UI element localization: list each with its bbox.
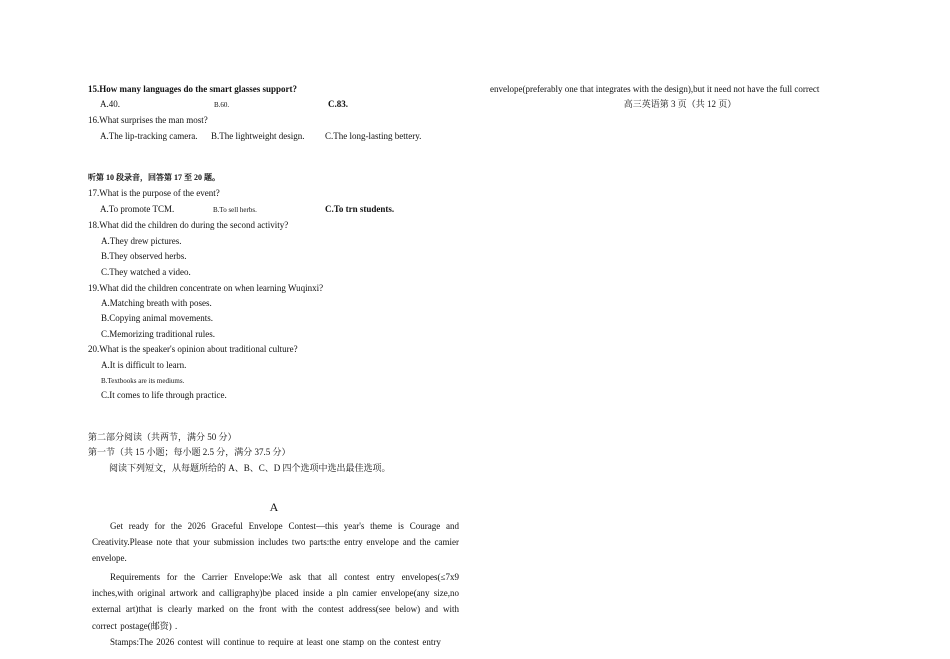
option-b: B.To sell herbs. <box>213 206 257 214</box>
option-b: B.60. <box>214 101 230 109</box>
question-16-options <box>100 130 460 142</box>
page-footer: 高三英语第 3 页（共 12 页） <box>623 99 737 109</box>
option-c: C.83. <box>328 99 348 109</box>
option-a: A.To promote TCM. <box>100 204 175 214</box>
option-a: A.The lip-tracking camera. <box>100 131 198 141</box>
option-b: B.The lightweight design. <box>211 131 305 141</box>
option-a: A.It is difficult to learn. <box>101 360 187 370</box>
option-c: C.Memorizing traditional rules. <box>101 329 215 339</box>
option-c: C.To trn students. <box>325 204 395 214</box>
option-c: C.The long-lasting bettery. <box>325 131 422 141</box>
part-title: 第二部分阅读（共两节，满分 50 分） <box>88 432 237 442</box>
option-b: B.Copying animal movements. <box>101 313 213 323</box>
option-c: C.They watched a video. <box>101 267 191 277</box>
passage-paragraph-3: Stamps:The 2026 contest will continue to require at least one stamp on the contest entry <box>110 637 441 647</box>
question-16: 16.What surprises the man most? <box>88 115 208 125</box>
option-a: A.They drew pictures. <box>101 236 182 246</box>
option-c: C.It comes to life through practice. <box>101 390 227 400</box>
question-20: 20.What is the speaker's opinion about traditional culture? <box>88 344 298 354</box>
question-19: 19.What did the children concentrate on when learning Wuqinxi? <box>88 283 324 293</box>
question-15: 15.How many languages do the smart glasses support? <box>88 84 298 94</box>
continued-text: envelope(preferably one that integrates with the design),but it need not have the full correct <box>490 84 820 94</box>
instruction: 阅读下列短文，从每题所给的 A、B、C、D 四个选项中选出最佳选项。 <box>109 463 391 473</box>
question-17: 17.What is the purpose of the event? <box>88 188 220 198</box>
option-a: A.Matching breath with poses. <box>101 298 212 308</box>
option-a: A.40. <box>100 99 120 109</box>
section-title: 第一节（共 15 小题；每小题 2.5 分，满分 37.5 分） <box>88 447 291 457</box>
section-heading: 听第 10 段录音，回答第 17 至 20 题。 <box>88 173 220 182</box>
passage-title: A <box>269 500 279 514</box>
question-18: 18.What did the children do during the second activity? <box>88 220 289 230</box>
question-15-options <box>100 98 460 110</box>
passage-paragraph-1: Get ready for the 2026 Graceful Envelope Contest—this year's theme is Courage and Creativity.Please note that your submission includes two parts:the entry envelope and the camier envelope. <box>92 521 459 564</box>
option-b: B.Textbooks are its mediums. <box>101 377 185 385</box>
passage-paragraph-2: Requirements for the Carrier Envelope:We ask that all contest entry envelopes(≤7x9 inches,with original artwork and calligraphy)be placed inside a pln camier envelope(any size,no external art)that is clearly marked on the front with the contest address(see below) and with correct postage(邮资) . <box>92 572 459 631</box>
option-b: B.They observed herbs. <box>101 251 187 261</box>
question-17-options <box>100 203 460 215</box>
